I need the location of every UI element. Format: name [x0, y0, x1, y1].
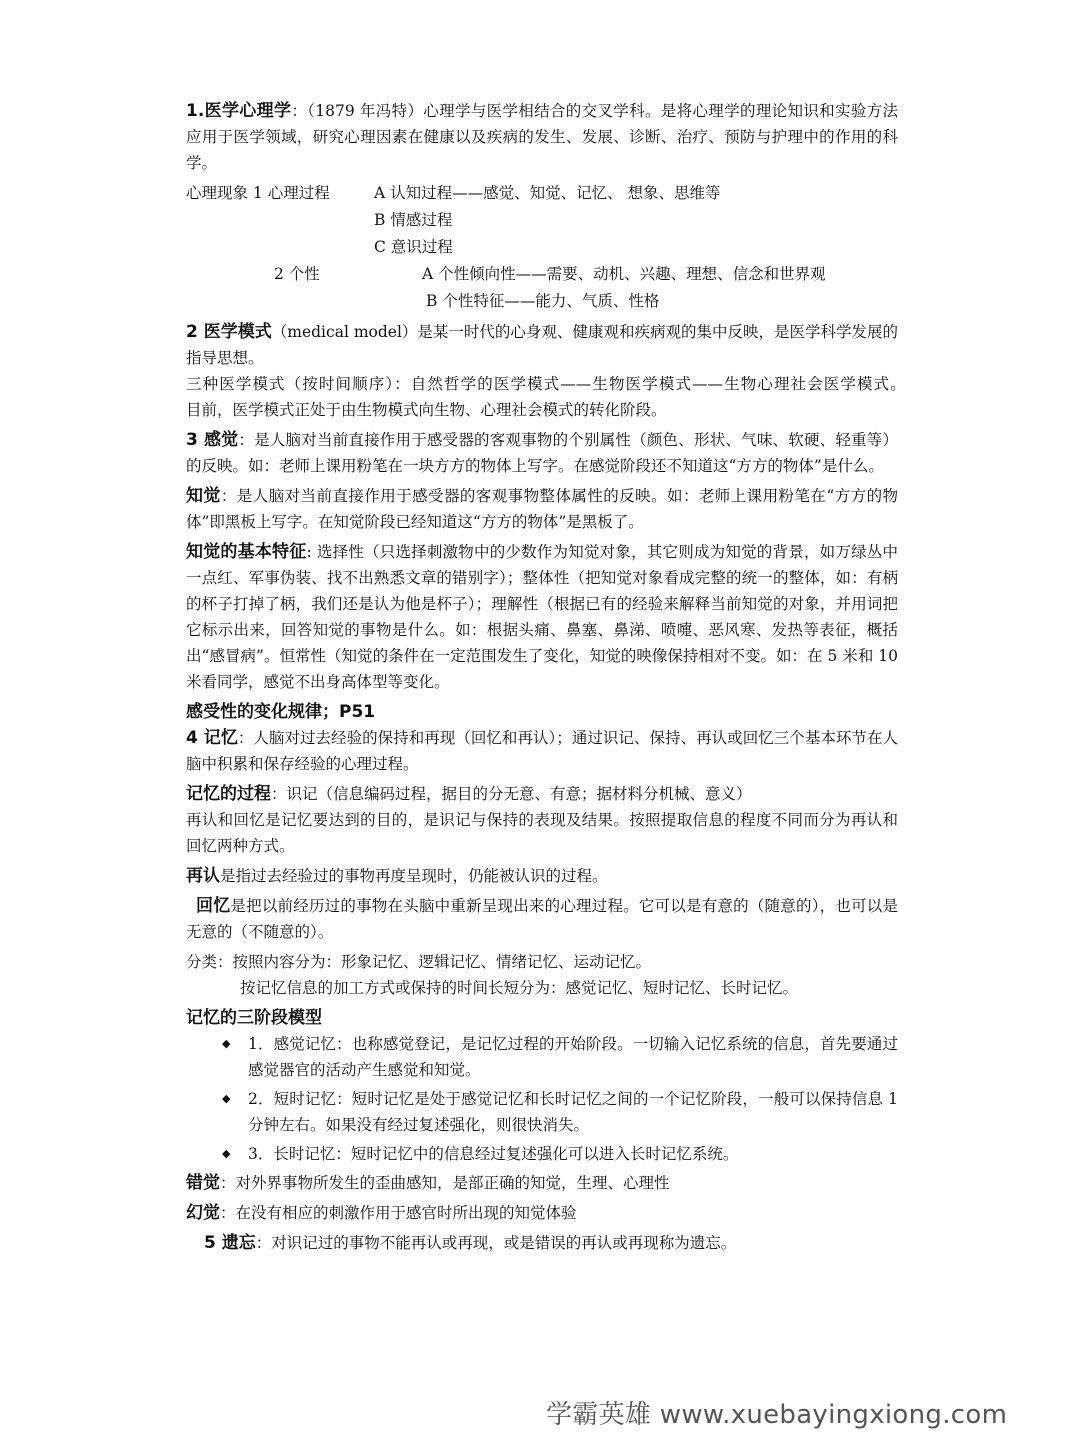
term-perception-features: 知觉的基本特征 [186, 542, 307, 562]
section-number: 2 [186, 322, 204, 342]
paragraph-medical-model [186, 319, 898, 371]
paragraph-memory [186, 725, 898, 777]
term-recall: 回忆 [196, 896, 231, 916]
definition-text: （medical model）是某一时代的心身观、健康观和疾病观的集中反映，是医学科学发展的指导思想。 [186, 323, 899, 367]
definition-text: 是指过去经验过的事物再度呈现时，仍能被认识的过程。 [220, 867, 608, 885]
list-item [186, 1141, 898, 1167]
paragraph-classification: 分类：按照内容分为：形象记忆、逻辑记忆、情绪记忆、运动记忆。 [186, 953, 652, 971]
paragraph-hallucination [186, 1200, 898, 1226]
section-number: 5 [204, 1233, 222, 1253]
paragraph-recognition-recall: 再认和回忆是记忆要达到的目的，是识记与保持的表现及结果。按照提取信息的程度不同而分为再认和回忆两种方式。 [186, 811, 898, 855]
section-number: 3 [186, 430, 204, 450]
term-illusion: 错觉 [186, 1173, 220, 1193]
outline-item: A 个性倾向性——需要、动机、兴趣、理想、信念和世界观 [422, 265, 826, 283]
footer-watermark: 学霸英雄 www.xuebayingxiong.com [546, 1400, 1008, 1430]
paragraph-forgetting [186, 1230, 898, 1256]
term-forgetting: 遗忘 [221, 1233, 256, 1253]
definition-text: ：（1879 年冯特）心理学与医学相结合的交叉学科。是将心理学的理论知识和实验方法应用于医学领域，研究心理因素在健康以及疾病的发生、发展、诊断、治疗、预防与护理中的作用的科学。 [186, 102, 898, 172]
bullet-diamond-icon: ◆ [222, 1092, 231, 1105]
term-memory: 记忆 [203, 728, 238, 748]
definition-text: ：人脑对过去经验的保持和再现（回忆和再认）；通过识记、保持、再认或回忆三个基本环节在人脑中积累和保存经验的心理过程。 [186, 729, 898, 773]
paragraph-perception-features [186, 539, 898, 695]
three-stage-list [186, 1031, 898, 1167]
paragraph-sensation [186, 427, 898, 479]
term-hallucination: 幻觉 [186, 1203, 220, 1223]
paragraph-three-models: 三种医学模式（按时间顺序）：自然哲学的医学模式——生物医学模式——生物心理社会医学模式。 目前，医学模式正处于由生物模式向生物、心理社会模式的转化阶段。 [186, 375, 930, 419]
definition-text: : 选择性（只选择刺激物中的少数作为知觉对象，其它则成为知觉的背景，如万绿丛中一点红、军事伪装、找不出熟悉文章的错别字）；整体性（把知觉对象看成完整的统一的整体，如：有柄的杯子打掉了柄，我们还是认为他是杯子）；理解性（根据已有的经验来解释当前知觉的对象，并用词把它标示出来，回答知觉的事物是什么。如：根据头痛、鼻塞、鼻涕、喷嚏、恶风寒、发热等表征，概括出“感冒病”。恒常性（知觉的条件在一定范围发生了变化，知觉的映像保持相对不变。如：在 5 米和 10 米看同学，感觉不出身高体型等变化。 [186, 543, 899, 691]
section-number: 4 [186, 728, 204, 748]
definition-text: ：对识记过的事物不能再认或再现，或是错误的再认或再现称为遗忘。 [255, 1234, 737, 1252]
bullet-diamond-icon: ◆ [222, 1147, 231, 1160]
definition-text: 是把以前经历过的事物在头脑中重新呈现出来的心理过程。它可以是有意的（随意的），也可以是无意的（不随意的）。 [186, 897, 898, 941]
paragraph-medical-psychology [186, 98, 898, 176]
outline-item: A 认知过程——感觉、知觉、记忆、 想象、思维等 [374, 184, 721, 202]
term-medical-model: 医学模式 [203, 322, 272, 342]
term-medical-psychology: 医学心理学 [204, 101, 292, 121]
paragraph-classification-2: 按记忆信息的加工方式或保持的时间长短分为：感觉记忆、短时记忆、长时记忆。 [240, 979, 799, 997]
definition-text: ：是人脑对当前直接作用于感受器的客观事物整体属性的反映。如：老师上课用粉笔在“方方的物体”即黑板上写字。在知觉阶段已经知道这“方方的物体”是黑板了。 [186, 487, 898, 531]
paragraph-memory-process [186, 781, 898, 807]
outline-item: B 个性特征——能力、气质、性格 [426, 292, 660, 310]
definition-text: ：在没有相应的刺激作用于感官时所出现的知觉体验 [220, 1204, 577, 1222]
outline-item: C 意识过程 [374, 238, 453, 256]
outline-label: 心理现象 1 心理过程 [186, 184, 330, 202]
heading-three-stage-model: 记忆的三阶段模型 [186, 1008, 322, 1028]
definition-text: ：是人脑对当前直接作用于感受器的客观事物的个别属性（颜色、形状、气味、软硬、轻重等）的反映。如：老师上课用粉笔在一块方方的物体上写字。在感觉阶段还不知道这“方方的物体”是什么。 [186, 431, 898, 475]
term-recognition: 再认 [186, 866, 220, 886]
term-memory-process: 记忆的过程 [186, 784, 271, 804]
paragraph-recall [186, 893, 898, 945]
outline-label: 2 个性 [274, 265, 320, 283]
psych-phenomena-outline [186, 180, 898, 315]
list-item-text: 3．长时记忆：短时记忆中的信息经过复述强化可以进入长时记忆系统。 [248, 1145, 739, 1163]
paragraph-recognition [186, 863, 898, 889]
definition-text: ：对外界事物所发生的歪曲感知，是部正确的知觉，生理、心理性 [220, 1174, 670, 1192]
list-item-text: 1．感觉记忆：也称感觉登记，是记忆过程的开始阶段。一切输入记忆系统的信息，首先要通过感觉器官的活动产生感觉和知觉。 [248, 1035, 898, 1079]
section-number: 1. [186, 101, 205, 121]
list-item [186, 1086, 898, 1138]
list-item [186, 1031, 898, 1083]
document-body [186, 98, 930, 1256]
definition-text: ：识记（信息编码过程，据目的分无意、有意；据材料分机械、意义） [271, 785, 752, 803]
list-item-text: 2．短时记忆：短时记忆是处于感觉记忆和长时记忆之间的一个记忆阶段，一般可以保持信息 1 分钟左右。如果没有经过复述强化，则很快消失。 [248, 1090, 898, 1134]
heading-sensitivity-rules: 感受性的变化规律；P51 [186, 702, 376, 722]
paragraph-illusion [186, 1170, 898, 1196]
term-sensation: 感觉 [203, 430, 239, 450]
paragraph-perception [186, 483, 898, 535]
bullet-diamond-icon: ◆ [222, 1037, 231, 1050]
outline-item: B 情感过程 [374, 211, 453, 229]
term-perception: 知觉 [186, 486, 221, 506]
